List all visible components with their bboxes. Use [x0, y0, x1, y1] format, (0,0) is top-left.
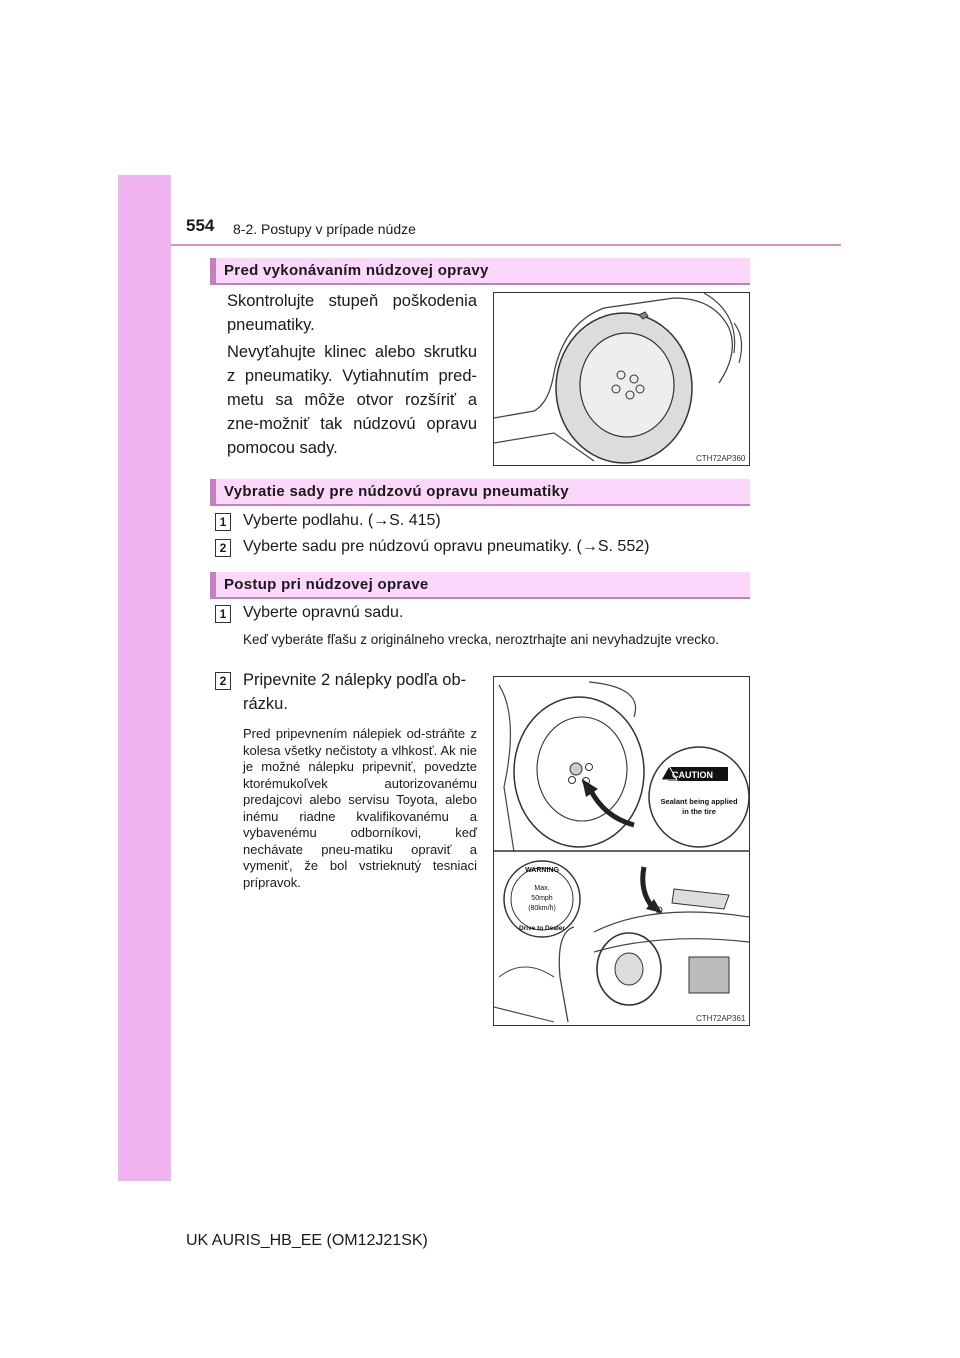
warning-sticker-top: WARNING — [525, 867, 559, 874]
caution-sticker-line1: Sealant being applied — [660, 797, 738, 806]
step-remove-floor: Vyberte podlahu. (→S. 415) — [243, 512, 441, 529]
header-rule — [171, 244, 841, 246]
step-number-box: 1 — [215, 605, 231, 623]
step-remove-kit: Vyberte sadu pre núdzovú opravu pneumatiky. (→S. 552) — [243, 538, 650, 555]
section-heading-before-repair: Pred vykonávaním núdzovej opravy — [210, 258, 750, 285]
figure-code-1: CTH72AP360 — [696, 454, 746, 463]
warning-sticker-speed-mph: 50mph — [531, 895, 553, 902]
chapter-title: 8-2. Postupy v prípade núdze — [233, 221, 416, 237]
step-take-out-kit: Vyberte opravnú sadu. — [243, 604, 404, 621]
figure-sticker-placement — [493, 676, 750, 1026]
page-number: 554 — [186, 216, 215, 235]
warning-sticker-max: Max. — [534, 885, 550, 892]
note-clean-wheel: Pred pripevnením nálepiek od-stráňte z kolesa všetky nečistoty a vlhkosť. Ak nie je možné nálepku pripevniť, povedzte ktorémukoľvek autorizovanému predajcovi alebo servisu Toyota, alebo inému riadne kvalifikovanému a vybavenému odborníkovi, keď nechávate pneu-matiku opraviť a vymeniť, že bol vstrieknutý tesniaci prípravok. — [243, 726, 477, 890]
step-number-box: 1 — [215, 513, 231, 531]
paragraph-check-damage: Skontrolujte stupeň poškodenia pneumatiky. — [227, 292, 477, 334]
step-number-box: 2 — [215, 539, 231, 557]
warning-sticker-bottom: Drive to Dealer — [519, 925, 565, 932]
footer-model: UK AURIS_HB_EE (OM12J21SK) — [186, 1232, 428, 1249]
figure-code-2: CTH72AP361 — [696, 1014, 746, 1023]
figure-damaged-tire — [493, 292, 750, 466]
section-heading-remove-kit: Vybratie sady pre núdzovú opravu pneumatiky — [210, 479, 750, 506]
chapter-sidebar-tab — [118, 175, 171, 1181]
section-heading-repair-procedure: Postup pri núdzovej oprave — [210, 572, 750, 599]
step-attach-stickers-line2: rázku. — [243, 695, 288, 713]
step-attach-stickers-line1: Pripevnite 2 nálepky podľa ob- — [243, 671, 467, 689]
caution-sticker-line2: in the tire — [682, 807, 716, 816]
caution-sticker-heading: CAUTION — [672, 770, 713, 780]
step-number-box: 2 — [215, 672, 231, 690]
warning-sticker-speed-kmh: (80km/h) — [528, 905, 556, 912]
paragraph-do-not-remove-nail: Nevyťahujte klinec alebo skrutku z pneumatiky. Vytiahnutím pred-metu sa môže otvor rozšíriť a zne-možniť tak núdzovú opravu pomocou sady. — [227, 343, 477, 457]
note-do-not-tear-bag: Keď vyberáte fľašu z originálneho vrecka, neroztrhajte ani nevyhadzujte vrecko. — [243, 632, 719, 647]
